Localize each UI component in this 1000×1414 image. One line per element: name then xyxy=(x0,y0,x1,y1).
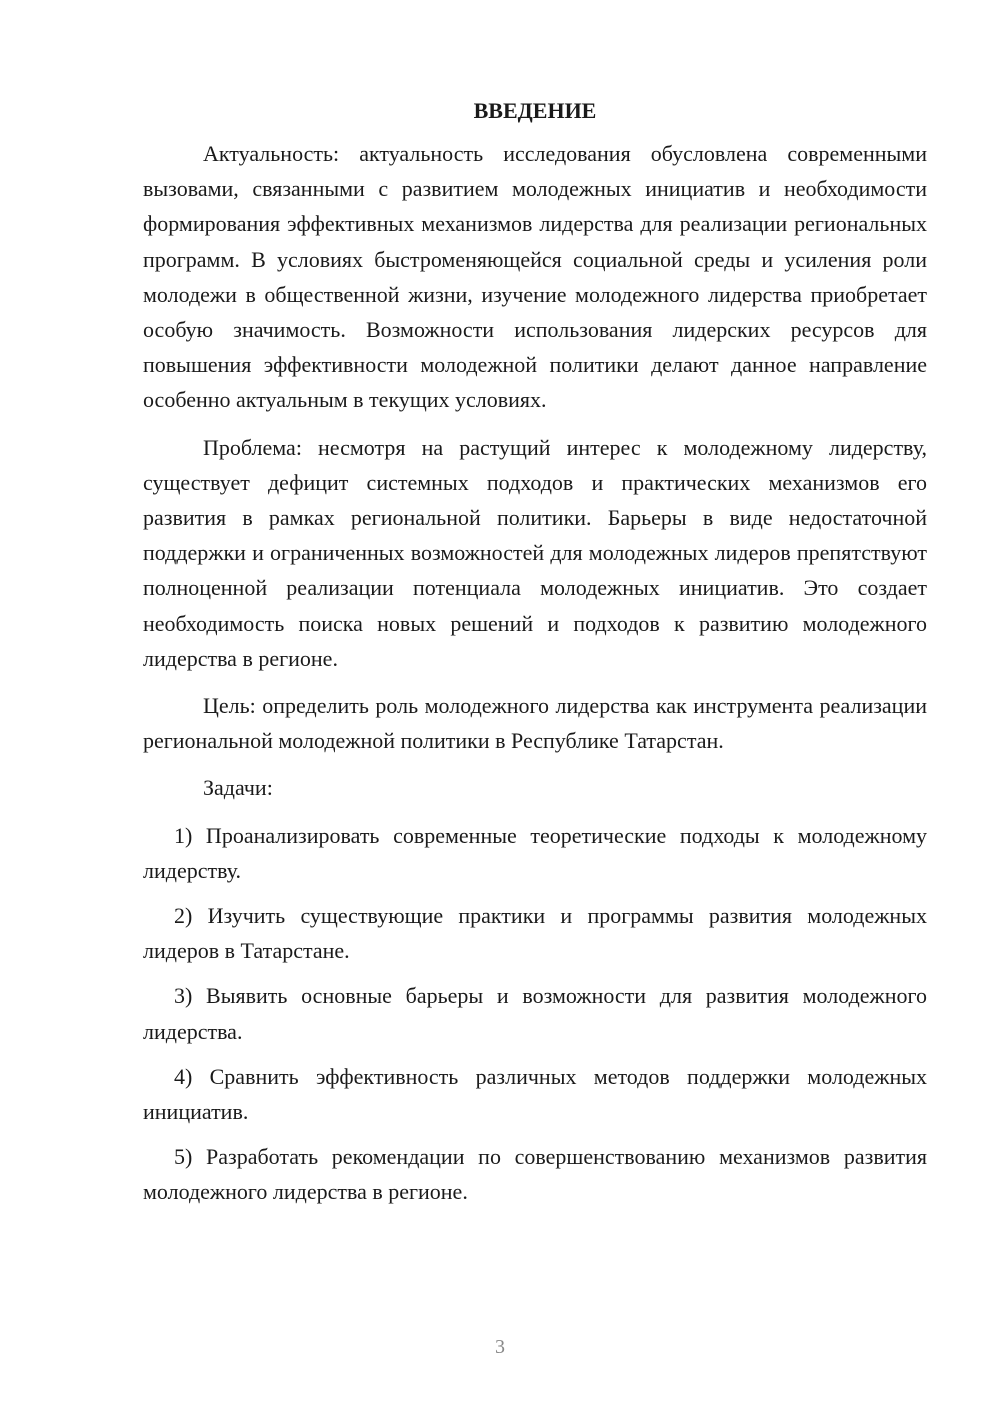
task-item-1: 1) Проанализировать современные теоретические подходы к молодежному лидерству. xyxy=(143,822,927,883)
page-number: 3 xyxy=(495,1336,505,1358)
task-item-5: 5) Разработать рекомендации по совершенствованию механизмов развития молодежного лидерства в регионе. xyxy=(143,1144,927,1205)
task-item-4: 4) Сравнить эффективность различных методов поддержки молодежных инициатив. xyxy=(143,1063,927,1125)
task-item-3: 3) Выявить основные барьеры и возможности для развития молодежного лидерства. xyxy=(143,983,927,1044)
section-title: ВВЕДЕНИЕ xyxy=(473,98,597,123)
paragraph-problem: Проблема: несмотря на растущий интерес к молодежному лидерству, существует дефицит системных подходов и практических механизмов его развития в рамках региональной политики. Барьеры в виде недостаточной поддержки и ограниченных возможностей для молодежных лидеров препятствуют полноценной реализации потенциала молодежных инициатив. Это создает необходимость поиска новых решений и подходов к развитию молодежного лидерства в регионе. xyxy=(143,434,927,671)
paragraph-relevance: Актуальность: актуальность исследования обусловлена современными вызовами, связанными с развитием молодежных инициатив и необходимости формирования эффективных механизмов лидерства для реализации региональных программ. В условиях быстроменяющейся социальной среды и усиления роли молодежи в общественной жизни, изучение молодежного лидерства приобретает особую значимость. Возможности использования лидерских ресурсов для повышения эффективности молодежной политики делают данное направление особенно актуальным в текущих условиях. xyxy=(143,141,927,413)
task-item-2: 2) Изучить существующие практики и программы развития молодежных лидеров в Татарстане. xyxy=(143,903,927,964)
page-content xyxy=(143,96,927,1220)
paragraph-goal: Цель: определить роль молодежного лидерства как инструмента реализации региональной молодежной политики в Республике Татарстан. xyxy=(143,693,927,754)
tasks-label: Задачи: xyxy=(203,775,273,801)
